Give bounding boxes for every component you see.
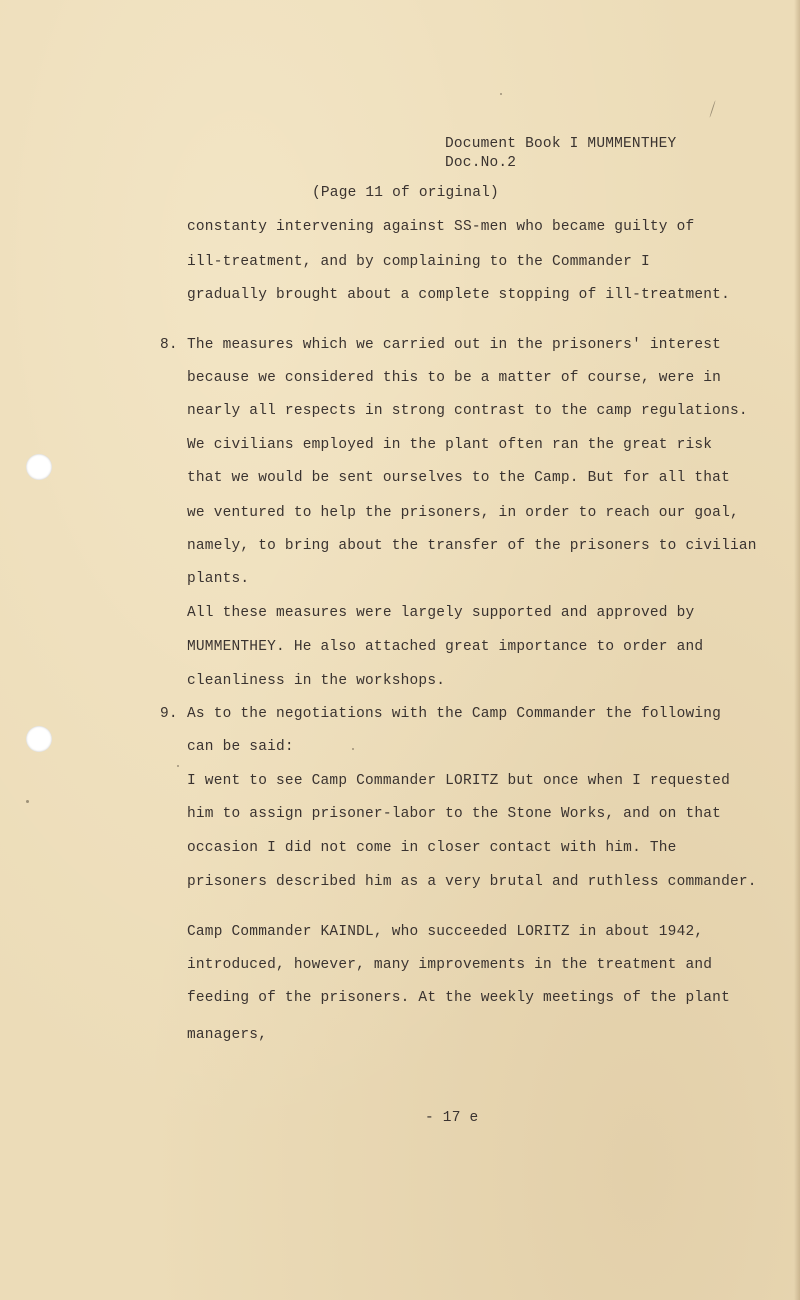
paper-mark xyxy=(709,100,716,117)
text-line: can be said: xyxy=(187,739,294,755)
paper-speck xyxy=(26,800,29,803)
text-line: we ventured to help the prisoners, in order to reach our goal, xyxy=(187,505,739,521)
text-line: feeding of the prisoners. At the weekly meetings of the plant xyxy=(187,990,730,1006)
text-line: nearly all respects in strong contrast to the camp regulations. xyxy=(187,403,748,419)
text-line: cleanliness in the workshops. xyxy=(187,673,446,689)
text-line: The measures which we carried out in the prisoners' interest xyxy=(187,337,722,353)
text-line: Camp Commander KAINDL, who succeeded LORITZ in about 1942, xyxy=(187,924,704,940)
text-line: introduced, however, many improvements in the treatment and xyxy=(187,957,713,973)
document-number: Doc.No.2 xyxy=(445,155,517,171)
text-line: I went to see Camp Commander LORITZ but once when I requested xyxy=(187,773,730,789)
text-line: ill-treatment, and by complaining to the Commander I xyxy=(187,254,650,270)
text-line: constanty intervening against SS-men who became guilty of xyxy=(187,219,695,235)
item-9-number: 9. xyxy=(160,706,178,722)
punch-hole-top xyxy=(26,454,52,480)
page-number: - 17 e xyxy=(425,1110,479,1126)
page-edge-shadow xyxy=(794,0,800,1300)
text-line: gradually brought about a complete stopping of ill-treatment. xyxy=(187,287,730,303)
text-line: As to the negotiations with the Camp Commander the following xyxy=(187,706,722,722)
text-line: MUMMENTHEY. He also attached great importance to order and xyxy=(187,639,704,655)
item-8-number: 8. xyxy=(160,337,178,353)
page-reference: (Page 11 of original) xyxy=(312,185,499,201)
punch-hole-bottom xyxy=(26,726,52,752)
paper-speck xyxy=(352,748,354,750)
text-line: We civilians employed in the plant often ran the great risk xyxy=(187,437,713,453)
text-line: namely, to bring about the transfer of the prisoners to civilian xyxy=(187,538,757,554)
text-line: All these measures were largely supported and approved by xyxy=(187,605,695,621)
text-line: him to assign prisoner-labor to the Stone Works, and on that xyxy=(187,806,722,822)
text-line: managers, xyxy=(187,1027,268,1043)
document-book-header: Document Book I MUMMENTHEY xyxy=(445,136,677,152)
text-line: occasion I did not come in closer contact with him. The xyxy=(187,840,677,856)
paper-speck xyxy=(500,93,502,95)
text-line: prisoners described him as a very brutal and ruthless commander. xyxy=(187,874,757,890)
text-line: plants. xyxy=(187,571,250,587)
text-line: that we would be sent ourselves to the Camp. But for all that xyxy=(187,470,730,486)
text-line: because we considered this to be a matter of course, were in xyxy=(187,370,722,386)
paper-speck xyxy=(177,765,179,767)
